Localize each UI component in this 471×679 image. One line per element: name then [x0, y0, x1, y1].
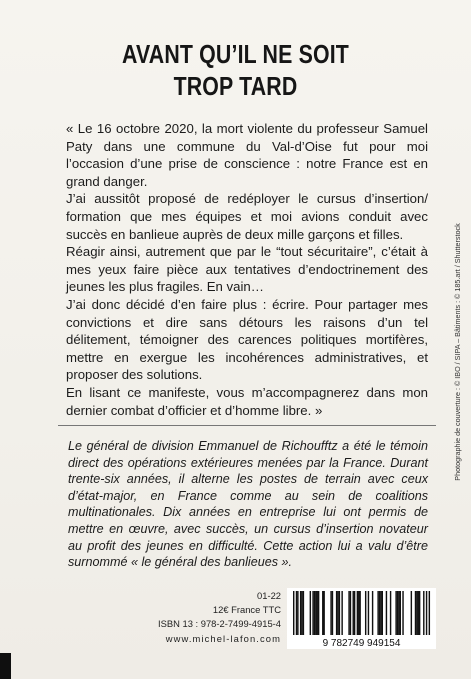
product-code: 01-22 [257, 590, 281, 601]
barcode-bar [353, 591, 354, 635]
barcode-bar [398, 591, 399, 635]
barcode-bar [339, 591, 340, 635]
barcode-bar [365, 591, 366, 635]
barcode-bar [330, 591, 331, 635]
author-quote [66, 120, 428, 419]
barcode-bar [341, 591, 342, 635]
barcode-bar [322, 591, 323, 635]
author-biography: Le général de division Emmanuel de Richoufftz a été le témoin direct des opérations extérieures menées par la France. Durant trente-six années, il alterne les postes de terrain avec ceux d’état-major, en France comme au sein de coalitions multinationales. Dix années en entreprise lui ont permis de mettre en œuvre, avec succès, un cursus d’insertion novateur au profit des jeunes en difficulté. Cette action lui a valu d’être surnommé « le général des banlieues ». [68, 439, 428, 570]
barcode-bar [358, 591, 359, 635]
barcode-bar [372, 591, 373, 635]
section-divider [58, 425, 436, 426]
barcode-bar [301, 591, 302, 635]
barcode-bar [382, 591, 383, 635]
quote-paragraph: Réagir ainsi, autrement que par le “tout sécuritaire”, c’était à mes yeux faire pièce aux tentatives d’endoctrinement des jeunes les plus fragiles. En vain… [66, 244, 428, 295]
barcode-bar [395, 591, 396, 635]
barcode-bar [314, 591, 315, 635]
barcode-bar [337, 591, 338, 635]
barcode-graphic [287, 588, 436, 649]
photo-credit: Photographie de couverture : © IBO / SIPA – Bâtiments : © 185.art / Shutterstock [453, 223, 462, 481]
barcode-bar [350, 591, 351, 635]
barcode-bar [419, 591, 420, 635]
barcode [287, 588, 436, 649]
barcode-bar [368, 591, 369, 635]
barcode-bar [390, 591, 391, 635]
barcode-bar [300, 591, 301, 635]
barcode-bar [348, 591, 349, 635]
barcode-bar [303, 591, 304, 635]
barcode-bar [416, 591, 417, 635]
publisher-website: www.michel-lafon.com [165, 632, 281, 644]
barcode-bar [418, 591, 419, 635]
barcode-bar [332, 591, 333, 635]
barcode-bars [293, 591, 430, 635]
barcode-bar [315, 591, 316, 635]
barcode-bar [293, 591, 294, 635]
price: 12€ France TTC [212, 604, 281, 616]
barcode-bar [415, 591, 416, 635]
corner-mark [0, 653, 11, 679]
barcode-bar [380, 591, 381, 635]
barcode-bar [377, 591, 378, 635]
barcode-bar [296, 591, 297, 635]
barcode-bar [336, 591, 337, 635]
book-title-line-2: TROP TARD [173, 71, 298, 101]
barcode-bar [423, 591, 424, 635]
barcode-bar [411, 591, 412, 635]
barcode-bar [397, 591, 398, 635]
publication-info [150, 589, 281, 646]
book-title [42, 38, 428, 102]
book-title-line-1: AVANT QU’IL NE SOIT [121, 39, 349, 69]
barcode-bar [312, 591, 313, 635]
barcode-bar [402, 591, 403, 635]
quote-paragraph: En lisant ce manifeste, vous m’accompagnerez dans mon dernier combat d’officier et d’homme libre. » [66, 384, 428, 418]
barcode-bar [323, 591, 324, 635]
isbn: ISBN 13 : 978-2-7499-4915-4 [158, 618, 281, 630]
barcode-bar [310, 591, 311, 635]
barcode-bar [379, 591, 380, 635]
barcode-bar [400, 591, 401, 635]
quote-paragraph: J’ai donc décidé d’en faire plus : écrire. Pour partager mes convictions et dire sans détours les raisons d’un tel délitement, témoigner des carences politiques mortifères, mettre en exergue les incohérences administratives, et proposer des solutions. [66, 296, 428, 383]
quote-paragraph: « Le 16 octobre 2020, la mort violente du professeur Samuel Paty dans une commune du Val-d’Oise fut pour moi l’occasion d’une prise de conscience : notre France est en grand danger. [66, 121, 428, 189]
barcode-bar [386, 591, 387, 635]
barcode-bar [297, 591, 298, 635]
barcode-bar [354, 591, 355, 635]
barcode-bar [359, 591, 360, 635]
barcode-bar [426, 591, 427, 635]
barcode-digits: 9 782749 949154 [322, 638, 401, 649]
barcode-bar [317, 591, 318, 635]
barcode-bar [318, 591, 319, 635]
barcode-bar [357, 591, 358, 635]
quote-paragraph: J’ai aussitôt proposé de redéployer le cursus d’insertion/ formation que mes équipes et moi avions conduit avec succès en banlieue auprès de deux mille garçons et filles. [66, 191, 428, 242]
barcode-bar [429, 591, 430, 635]
